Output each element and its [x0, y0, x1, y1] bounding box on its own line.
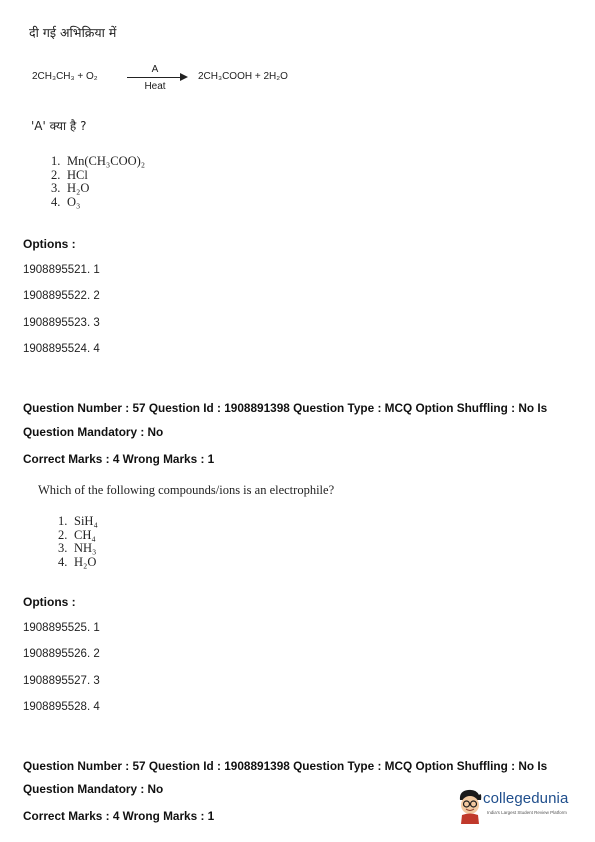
equation-products: 2CH₃COOH + 2H₂O: [198, 71, 288, 82]
q2-choice-list: [58, 515, 98, 569]
choice-item: 4. H₂O: [58, 554, 97, 569]
choice-item: 4. O₃: [51, 194, 81, 209]
choice-item: 3. NH₃: [58, 541, 97, 555]
equation-reactants: 2CH₃CH₃ + O₂: [32, 71, 98, 82]
option-item: 1908895526. 2: [23, 648, 100, 660]
q3-header-line1: Question Number : 57 Question Id : 1908891398 Question Type : MCQ Option Shuffling : No Is: [23, 759, 548, 773]
logo-tagline: India's Largest Student Review Platform: [487, 810, 567, 815]
option-item: 1908895521. 1: [23, 264, 100, 276]
option-item: 1908895522. 2: [23, 290, 100, 302]
q2-header-line1: Question Number : 57 Question Id : 1908891398 Question Type : MCQ Option Shuffling : No Is: [23, 401, 548, 415]
q2-options-label: Options :: [23, 595, 76, 609]
choice-item: 1. Mn(CH₃COO)₂: [51, 154, 146, 168]
choice-item: 2. HCl: [51, 167, 88, 182]
q1-prompt: दी गई अभिक्रिया में: [29, 25, 117, 40]
q3-header-line2: Question Mandatory : No: [23, 782, 164, 796]
arrow-line: [127, 77, 183, 78]
option-item: 1908895527. 3: [23, 675, 100, 687]
q1-choice-list: [51, 155, 145, 209]
q2-marks: Correct Marks : 4 Wrong Marks : 1: [23, 452, 215, 466]
choice-item: 1. SiH₄: [58, 514, 98, 528]
student-mascot-icon: [455, 788, 485, 824]
q3-marks: Correct Marks : 4 Wrong Marks : 1: [23, 809, 215, 823]
option-item: 1908895524. 4: [23, 343, 100, 355]
q2-header-line2: Question Mandatory : No: [23, 425, 164, 439]
option-item: 1908895525. 1: [23, 622, 100, 634]
reaction-arrow: [127, 64, 191, 94]
arrow-below-label: Heat: [144, 81, 166, 92]
choice-item: 2. CH₄: [58, 527, 96, 542]
option-item: 1908895523. 3: [23, 317, 100, 329]
choice-item: 3. H₂O: [51, 181, 90, 195]
collegedunia-logo[interactable]: [455, 788, 583, 824]
q1-options-label: Options :: [23, 237, 76, 251]
q1-question: 'A' क्या है ?: [31, 119, 87, 133]
arrow-above-label: A: [151, 64, 159, 75]
option-item: 1908895528. 4: [23, 701, 100, 713]
arrow-head-icon: [180, 73, 188, 81]
logo-wordmark: collegedunia: [483, 790, 569, 807]
q2-question: Which of the following compounds/ions is an electrophile?: [38, 483, 335, 497]
